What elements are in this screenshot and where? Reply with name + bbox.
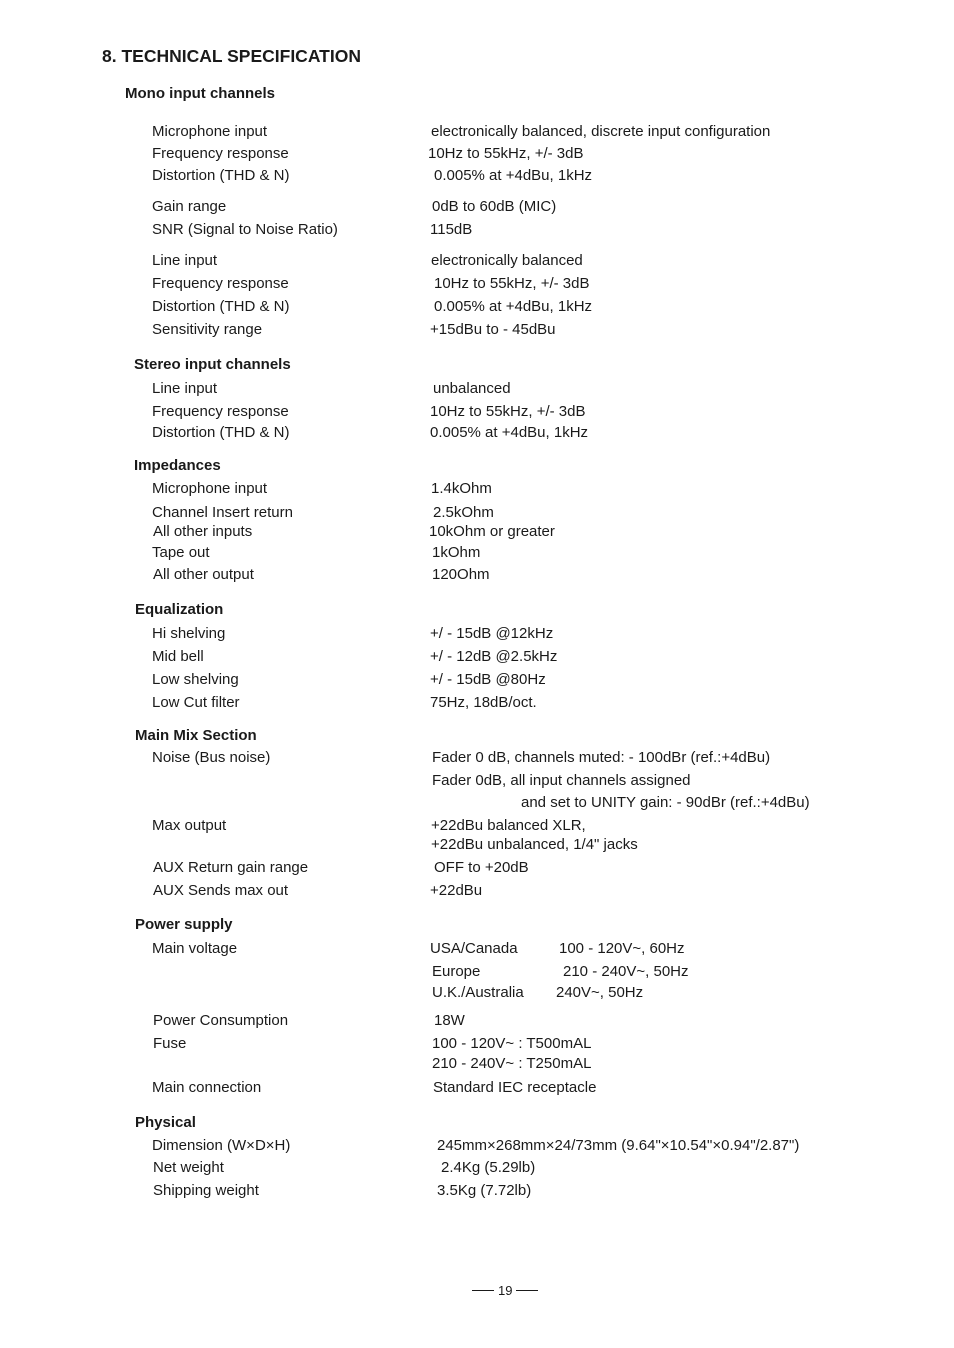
spec-label: Low shelving bbox=[152, 671, 239, 688]
spec-value: +/ - 15dB @80Hz bbox=[430, 671, 546, 688]
page-number-text: 19 bbox=[498, 1283, 513, 1298]
spec-value: +/ - 15dB @12kHz bbox=[430, 625, 554, 642]
spec-label: Max output bbox=[152, 817, 227, 834]
voltage-region: Europe bbox=[432, 963, 481, 980]
page-title: 8. TECHNICAL SPECIFICATION bbox=[102, 46, 361, 66]
spec-label: SNR (Signal to Noise Ratio) bbox=[152, 221, 338, 238]
section-heading-physical: Physical bbox=[135, 1114, 196, 1131]
spec-label: Sensitivity range bbox=[152, 321, 263, 338]
spec-value: 0.005% at +4dBu, 1kHz bbox=[434, 298, 593, 315]
spec-label: Frequency response bbox=[152, 275, 289, 292]
voltage-spec: 240V~, 50Hz bbox=[556, 984, 644, 1001]
spec-value: electronically balanced bbox=[431, 252, 583, 269]
spec-value: 100 - 120V~ : T500mAL bbox=[432, 1035, 592, 1052]
spec-label: Power Consumption bbox=[153, 1012, 289, 1029]
spec-label: Gain range bbox=[152, 198, 227, 215]
spec-label: AUX Return gain range bbox=[153, 859, 309, 876]
spec-label: Low Cut filter bbox=[152, 694, 240, 711]
spec-value: +15dBu to - 45dBu bbox=[430, 321, 556, 338]
spec-label: Distortion (THD & N) bbox=[152, 167, 290, 184]
section-heading-mainmix: Main Mix Section bbox=[135, 727, 257, 744]
voltage-region: U.K./Australia bbox=[432, 984, 524, 1001]
spec-value: 115dB bbox=[430, 221, 473, 238]
spec-value: 2.4Kg (5.29lb) bbox=[441, 1159, 536, 1176]
spec-value: 0.005% at +4dBu, 1kHz bbox=[430, 424, 589, 441]
spec-value: 3.5Kg (7.72lb) bbox=[437, 1182, 532, 1199]
section-heading-eq: Equalization bbox=[135, 601, 224, 618]
spec-value: Fader 0dB, all input channels assigned bbox=[432, 772, 691, 789]
spec-label: Tape out bbox=[152, 544, 210, 561]
spec-label: Distortion (THD & N) bbox=[152, 424, 290, 441]
spec-value: 10Hz to 55kHz, +/- 3dB bbox=[428, 145, 584, 162]
section-heading-impedances: Impedances bbox=[134, 457, 221, 474]
spec-value: 10Hz to 55kHz, +/- 3dB bbox=[430, 403, 586, 420]
spec-value: 75Hz, 18dB/oct. bbox=[430, 694, 537, 711]
spec-label: Hi shelving bbox=[152, 625, 226, 642]
page-number-rule bbox=[472, 1290, 494, 1291]
spec-label: Noise (Bus noise) bbox=[152, 749, 271, 766]
spec-value: 1kOhm bbox=[432, 544, 481, 561]
spec-value: 210 - 240V~ : T250mAL bbox=[432, 1055, 592, 1072]
spec-label: Microphone input bbox=[152, 480, 268, 497]
spec-value: OFF to +20dB bbox=[434, 859, 529, 876]
spec-label: Line input bbox=[152, 252, 218, 269]
spec-value: 245mm×268mm×24/73mm (9.64"×10.54"×0.94"/2.87") bbox=[437, 1137, 800, 1154]
spec-value: +22dBu bbox=[430, 882, 483, 899]
spec-label: Distortion (THD & N) bbox=[152, 298, 290, 315]
page-number bbox=[468, 1283, 542, 1298]
spec-label: Microphone input bbox=[152, 123, 268, 140]
spec-value: 0dB to 60dB (MIC) bbox=[432, 198, 557, 215]
voltage-spec: 100 - 120V~, 60Hz bbox=[559, 940, 685, 957]
spec-value: 0.005% at +4dBu, 1kHz bbox=[434, 167, 593, 184]
spec-value: unbalanced bbox=[433, 380, 511, 397]
spec-label: Main connection bbox=[152, 1079, 262, 1096]
spec-value: +22dBu unbalanced, 1/4" jacks bbox=[431, 836, 638, 853]
spec-value: 120Ohm bbox=[432, 566, 490, 583]
spec-label: Dimension (W×D×H) bbox=[152, 1137, 291, 1154]
spec-label: Mid bell bbox=[152, 648, 204, 665]
voltage-spec: 210 - 240V~, 50Hz bbox=[563, 963, 689, 980]
spec-value: +22dBu balanced XLR, bbox=[431, 817, 586, 834]
spec-value: 2.5kOhm bbox=[433, 504, 494, 521]
spec-label: Main voltage bbox=[152, 940, 238, 957]
spec-value: +/ - 12dB @2.5kHz bbox=[430, 648, 558, 665]
spec-value: electronically balanced, discrete input configuration bbox=[431, 123, 771, 140]
spec-label: Frequency response bbox=[152, 403, 289, 420]
section-heading-mono: Mono input channels bbox=[125, 85, 275, 102]
page-number-rule bbox=[516, 1290, 538, 1291]
spec-value: 10Hz to 55kHz, +/- 3dB bbox=[434, 275, 590, 292]
spec-label: AUX Sends max out bbox=[153, 882, 289, 899]
spec-value: 18W bbox=[434, 1012, 465, 1029]
spec-value: 10kOhm or greater bbox=[429, 523, 555, 540]
spec-label: Channel Insert return bbox=[152, 504, 293, 521]
spec-value: 1.4kOhm bbox=[431, 480, 492, 497]
spec-label: Frequency response bbox=[152, 145, 289, 162]
spec-value: Fader 0 dB, channels muted: - 100dBr (ref.:+4dBu) bbox=[432, 749, 771, 766]
spec-label: All other inputs bbox=[153, 523, 253, 540]
spec-value: Standard IEC receptacle bbox=[433, 1079, 597, 1096]
spec-label: All other output bbox=[153, 566, 254, 583]
spec-label: Fuse bbox=[153, 1035, 187, 1052]
section-heading-stereo: Stereo input channels bbox=[134, 356, 291, 373]
spec-label: Shipping weight bbox=[153, 1182, 259, 1199]
voltage-region: USA/Canada bbox=[430, 940, 518, 957]
spec-label: Line input bbox=[152, 380, 218, 397]
section-heading-power: Power supply bbox=[135, 916, 233, 933]
spec-label: Net weight bbox=[153, 1159, 224, 1176]
spec-value: and set to UNITY gain: - 90dBr (ref.:+4dBu) bbox=[521, 794, 810, 811]
